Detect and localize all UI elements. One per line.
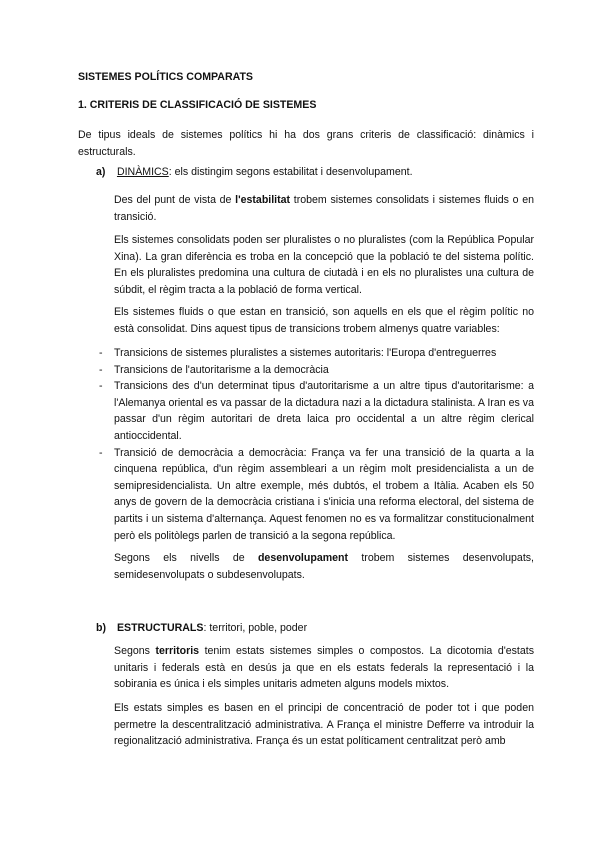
dinamics-subtitle: : els distingim segons estabilitat i desenvolupament. bbox=[168, 166, 413, 178]
section-title: 1. CRITERIS DE CLASSIFICACIÓ DE SISTEMES bbox=[78, 99, 317, 111]
estats-simples-paragraph: Els estats simples es basen en el principi de concentració de poder tot i que poden permetre la descentralització administrativa. A França el ministre Defferre va introduir la regionalització administrativa. França és un estat políticament centralitzat però amb bbox=[114, 702, 534, 748]
list-item: - Transicions de l'autoritarisme a la democràcia bbox=[114, 362, 534, 379]
intro-paragraph: De tipus ideals de sistemes polítics hi ha dos grans criteris de classificació: dinàmics i estructurals. bbox=[78, 129, 534, 158]
dinamics-title: DINÀMICS bbox=[116, 166, 169, 178]
dinamics-heading bbox=[96, 164, 536, 181]
territoris-paragraph: Segons territoris tenim estats sistemes simples o compostos. La dicotomia d'estats unitaris i federals està en desús ja que en els estats federals la representació i la sobirania es única i els simples unitaris admeten alguns models mixtos. bbox=[114, 645, 535, 691]
estabilitat-paragraph: Des del punt de vista de l'estabilitat trobem sistemes consolidats i sistemes fluids o en transició. bbox=[114, 194, 534, 223]
territoris-term: territoris bbox=[155, 645, 200, 657]
consolidats-paragraph: Els sistemes consolidats poden ser pluralistes o no pluralistes (com la República Popular Xina). La gran diferència es troba en la concepció que la població te del sistema polític. En els pluralistes predomina una cultura de ciutadà i en els no pluralistes una cultura de súbdit, el règim tracta a la població de forma vertical. bbox=[114, 234, 534, 296]
estructurals-heading bbox=[96, 620, 536, 637]
estructurals-subtitle: : territori, poble, poder bbox=[203, 622, 308, 634]
fluids-paragraph: Els sistemes fluids o que estan en transició, son aquells en els que el règim polític no està consolidat. Dins aquest tipus de transicions trobem almenys quatre variables: bbox=[114, 306, 534, 335]
desenvolupament-paragraph: Segons els nivells de desenvolupament trobem sistemes desenvolupats, semidesenvolupats o subdesenvolupats. bbox=[114, 552, 534, 581]
list-item: - Transicions de sistemes pluralistes a sistemes autoritaris: l'Europa d'entreguerres bbox=[114, 345, 534, 362]
list-item: - Transició de democràcia a democràcia: França va fer una transició de la quarta a la cinquena república, d'un règim assembleari a un règim molt presidencialista a un de semipresidencialista. Un altre exemple, més dubtós, el trobem a Itàlia. Acaben els 50 anys de govern de la democràcia cristiana i s'inicia una reforma electoral, del sistema de partits i un sistema d'alternança. Aquest fenomen no es va formalitzar constitucionalment però els politòlegs parlen de transició a la segona república. bbox=[114, 445, 534, 545]
dinamics-label: a) bbox=[96, 166, 106, 178]
transitions-list bbox=[114, 345, 534, 544]
estructurals-title: ESTRUCTURALS bbox=[116, 622, 204, 634]
list-item: - Transicions des d'un determinat tipus d'autoritarisme a un altre tipus d'autoritarisme: a l'Alemanya oriental es va passar de la dictadura nazi a la dictadura stalinista. A Iran es va passar d'un règim autoritari de dreta laica pro occidental a un altre règim clerical antioccidental. bbox=[114, 378, 534, 444]
estructurals-label: b) bbox=[96, 622, 106, 634]
estabilitat-term: l'estabilitat bbox=[235, 194, 291, 206]
desenvolupament-term: desenvolupament bbox=[257, 552, 349, 564]
document-title: SISTEMES POLÍTICS COMPARATS bbox=[78, 71, 254, 83]
